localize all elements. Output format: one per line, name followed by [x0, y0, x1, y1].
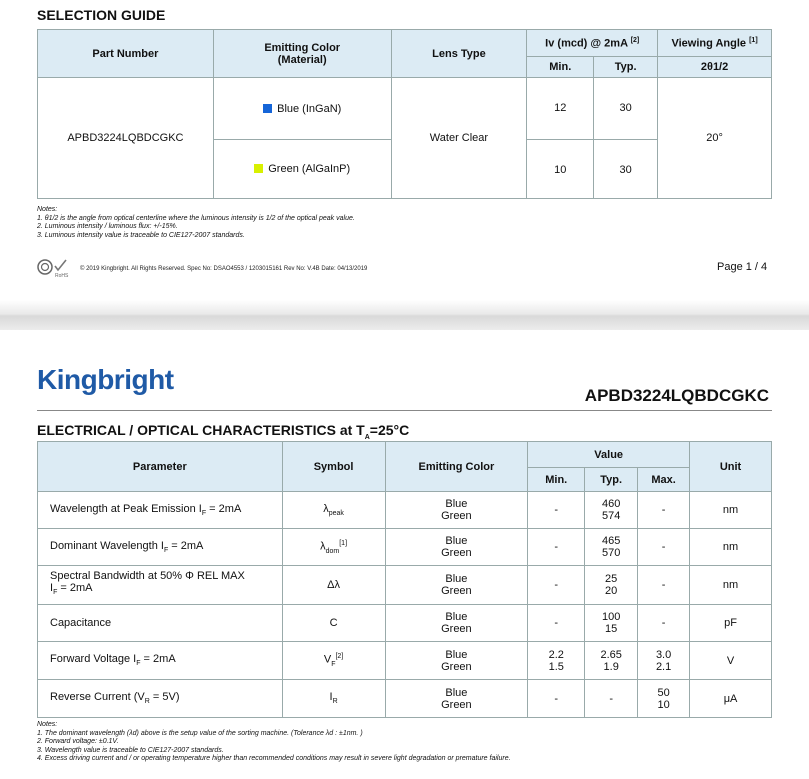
- kingbright-logo: Kingbright: [37, 364, 174, 395]
- symbol-cell: [282, 680, 385, 718]
- symbol-cell: C: [282, 605, 385, 642]
- unit-cell: pF: [690, 605, 772, 642]
- header-viewing-angle: [658, 30, 772, 57]
- parameter-sub: F: [163, 547, 169, 555]
- header-two-theta: 2θ1/2: [658, 57, 772, 78]
- color-line: Blue: [445, 648, 468, 661]
- header-unit: Unit: [690, 442, 772, 492]
- note-line: Notes:: [37, 206, 58, 213]
- header-emitting-color-line1: Emitting Color: [264, 41, 341, 54]
- typ-cell: [585, 642, 638, 680]
- page-number: Page 1 / 4: [717, 261, 768, 273]
- typ-line: 460: [601, 498, 621, 510]
- max-line: 50: [657, 686, 670, 699]
- parameter-sub: F: [53, 589, 58, 597]
- page-2: [0, 330, 809, 779]
- max-line: 3.0: [655, 648, 672, 661]
- table-row: [38, 605, 772, 642]
- electrical-notes: [37, 721, 511, 764]
- viewing-angle-cell: 20°: [658, 78, 772, 199]
- note-line: 3. Wavelength value is traceable to CIE127-2007 standards.: [37, 746, 224, 754]
- parameter-cell: Capacitance: [38, 605, 283, 642]
- parameter-sub: F: [136, 660, 141, 668]
- header-iv-label: Iv (mcd) @ 2mA: [545, 37, 628, 50]
- page-1: [0, 0, 809, 300]
- parameter-end: = 2mA: [168, 539, 204, 552]
- typ-line: 465: [601, 535, 621, 547]
- typ-line: 2.65: [600, 648, 622, 661]
- note-line: 4. Excess driving current and / or operating temperature higher than recommended conditions may result in severe light degradation or premature failure.: [37, 755, 511, 763]
- symbol-cell: [282, 529, 385, 566]
- min-cell: [528, 642, 585, 680]
- unit-cell: μA: [690, 680, 772, 718]
- max-line: 2.1: [655, 660, 672, 673]
- header-viewing-angle-ref: [1]: [749, 36, 758, 44]
- color-line: Blue: [445, 686, 468, 699]
- selection-notes: [37, 206, 355, 240]
- parameter-text: I: [50, 582, 54, 595]
- max-cell: -: [638, 566, 690, 605]
- header-divider: [37, 410, 772, 411]
- note-line: 2. Luminous intensity / luminous flux: +/-15%.: [37, 223, 178, 231]
- min-cell: -: [528, 529, 585, 566]
- header-parameter: Parameter: [38, 442, 283, 492]
- header-emitting-color-line2: (Material): [277, 53, 327, 66]
- eo-title-sub: A: [364, 433, 370, 441]
- green-swatch-icon: [254, 164, 263, 173]
- parameter-line2: [50, 582, 282, 599]
- eo-title-main: ELECTRICAL / OPTICAL CHARACTERISTICS at T: [37, 422, 365, 438]
- eo-title-end: =25°C: [369, 422, 410, 438]
- color-label-green: Green (AlGaInP): [268, 163, 351, 175]
- typ-cell-blue: 30: [594, 78, 658, 140]
- header-max: Max.: [638, 468, 690, 492]
- header-typ: Typ.: [585, 468, 638, 492]
- symbol-sup: [1]: [339, 539, 348, 547]
- emitting-color-cell: [385, 566, 528, 605]
- color-line: Green: [441, 623, 472, 635]
- parameter-cell: [38, 492, 283, 529]
- symbol-text: V: [323, 653, 332, 666]
- copyright-footer: © 2019 Kingbright. All Rights Reserved. Spec No: DSAO4553 / 1203015161 Rev No: V.4B Date: 04/13/2019: [80, 266, 368, 272]
- color-line: Blue: [445, 498, 468, 510]
- color-label-blue: Blue (InGaN): [277, 102, 342, 115]
- max-cell: [638, 642, 690, 680]
- typ-cell-green: 30: [594, 140, 658, 199]
- header-lens-type: Lens Type: [391, 30, 527, 78]
- parameter-text: Forward Voltage I: [50, 653, 137, 666]
- parameter-sub: F: [201, 510, 207, 518]
- color-line: Blue: [445, 535, 468, 547]
- header-symbol: Symbol: [282, 442, 385, 492]
- table-row: [38, 492, 772, 529]
- typ-cell: [585, 492, 638, 529]
- typ-cell: [585, 529, 638, 566]
- color-line: Green: [441, 585, 472, 597]
- parameter-sub: R: [144, 698, 150, 706]
- page-separator: [0, 300, 809, 330]
- header-emitting-color: [213, 30, 391, 78]
- symbol-cell: [282, 492, 385, 529]
- min-cell: -: [528, 680, 585, 718]
- symbol-text: λ: [323, 502, 329, 515]
- selection-guide-table: [37, 29, 772, 199]
- parameter-cell: [38, 566, 283, 605]
- table-row: [38, 680, 772, 718]
- max-line: 10: [657, 698, 670, 711]
- header-iv: [527, 30, 658, 57]
- parameter-cell: [38, 680, 283, 718]
- electrical-optical-title: [37, 422, 409, 441]
- color-line: Green: [441, 660, 472, 673]
- symbol-text: λ: [320, 540, 326, 553]
- symbol-sup: [2]: [335, 653, 344, 661]
- typ-cell: [585, 566, 638, 605]
- table-row: [38, 642, 772, 680]
- max-cell: -: [638, 492, 690, 529]
- parameter-end: = 2mA: [140, 653, 176, 666]
- emitting-color-cell: [385, 642, 528, 680]
- parameter-cell: [38, 642, 283, 680]
- parameter-end: = 5V): [149, 691, 180, 704]
- min-line: 2.2: [548, 648, 564, 661]
- note-line: 2. Forward voltage: ±0.1V.: [37, 738, 119, 746]
- min-cell: -: [528, 566, 585, 605]
- typ-line: 100: [601, 611, 621, 623]
- parameter-text: Dominant Wavelength I: [50, 539, 164, 552]
- header-value: Value: [528, 442, 690, 468]
- max-cell: -: [638, 529, 690, 566]
- parameter-text: Reverse Current (V: [50, 691, 145, 704]
- note-line: 1. θ1/2 is the angle from optical centerline where the luminous intensity is 1/2 of the optical peak value.: [37, 214, 355, 222]
- unit-cell: V: [690, 642, 772, 680]
- note-line: Notes:: [37, 721, 58, 728]
- color-line: Blue: [445, 611, 468, 623]
- min-cell-green: 10: [527, 140, 594, 199]
- electrical-optical-table: [37, 441, 772, 718]
- symbol-sub: R: [332, 698, 338, 706]
- selection-guide-title: SELECTION GUIDE: [37, 7, 166, 23]
- min-cell: -: [528, 492, 585, 529]
- emitting-color-cell: [385, 529, 528, 566]
- min-cell: -: [528, 605, 585, 642]
- symbol-sub: F: [331, 660, 336, 668]
- blue-swatch-icon: [263, 104, 272, 113]
- rohs-label: RoHS: [55, 273, 69, 279]
- part-number-header: APBD3224LQBDCGKC: [584, 386, 769, 405]
- color-line: Green: [441, 547, 472, 559]
- header-emitting-color: Emitting Color: [385, 442, 528, 492]
- header-min: Min.: [528, 468, 585, 492]
- symbol-sub: peak: [328, 510, 344, 518]
- parameter-text: Wavelength at Peak Emission I: [50, 502, 202, 515]
- typ-line: 20: [605, 585, 618, 597]
- typ-cell: -: [585, 680, 638, 718]
- color-cell-green: [213, 140, 391, 199]
- min-line: 1.5: [548, 660, 564, 673]
- note-line: 3. Luminous intensity value is traceable to CIE127-2007 standards.: [37, 231, 245, 239]
- max-cell: [638, 680, 690, 718]
- emitting-color-cell: [385, 492, 528, 529]
- parameter-end: = 2mA: [57, 582, 93, 595]
- unit-cell: nm: [690, 492, 772, 529]
- parameter-end: = 2mA: [206, 502, 242, 515]
- typ-line: 25: [605, 573, 618, 585]
- color-line: Green: [441, 510, 472, 522]
- table-row: [38, 566, 772, 605]
- color-line: Green: [441, 698, 472, 711]
- typ-cell: [585, 605, 638, 642]
- emitting-color-cell: [385, 605, 528, 642]
- max-cell: -: [638, 605, 690, 642]
- symbol-cell: [282, 642, 385, 680]
- note-line: 1. The dominant wavelength (λd) above is the setup value of the sorting machine. (Tolerance λd : ±1nm. ): [37, 729, 363, 737]
- symbol-text: I: [329, 691, 333, 704]
- color-cell-blue: [213, 78, 391, 140]
- lens-type-cell: Water Clear: [391, 78, 527, 199]
- min-cell-blue: 12: [527, 78, 594, 140]
- typ-line: 15: [605, 623, 618, 635]
- symbol-cell: Δλ: [282, 566, 385, 605]
- unit-cell: nm: [690, 529, 772, 566]
- typ-line: 570: [601, 547, 621, 559]
- part-number-cell: APBD3224LQBDCGKC: [38, 78, 214, 199]
- header-viewing-angle-label: Viewing Angle: [671, 37, 747, 50]
- parameter-cell: [38, 529, 283, 566]
- table-row: [38, 529, 772, 566]
- color-line: Blue: [445, 573, 468, 585]
- unit-cell: nm: [690, 566, 772, 605]
- symbol-sub: dom: [325, 547, 340, 555]
- typ-line: 1.9: [603, 660, 619, 673]
- emitting-color-cell: [385, 680, 528, 718]
- header-iv-ref: [2]: [630, 36, 640, 44]
- typ-line: 574: [601, 510, 621, 522]
- header-part-number: Part Number: [38, 30, 214, 78]
- parameter-text: Spectral Bandwidth at 50% Φ REL MAX: [50, 570, 245, 583]
- header-typ: Typ.: [594, 57, 658, 78]
- header-min: Min.: [527, 57, 594, 78]
